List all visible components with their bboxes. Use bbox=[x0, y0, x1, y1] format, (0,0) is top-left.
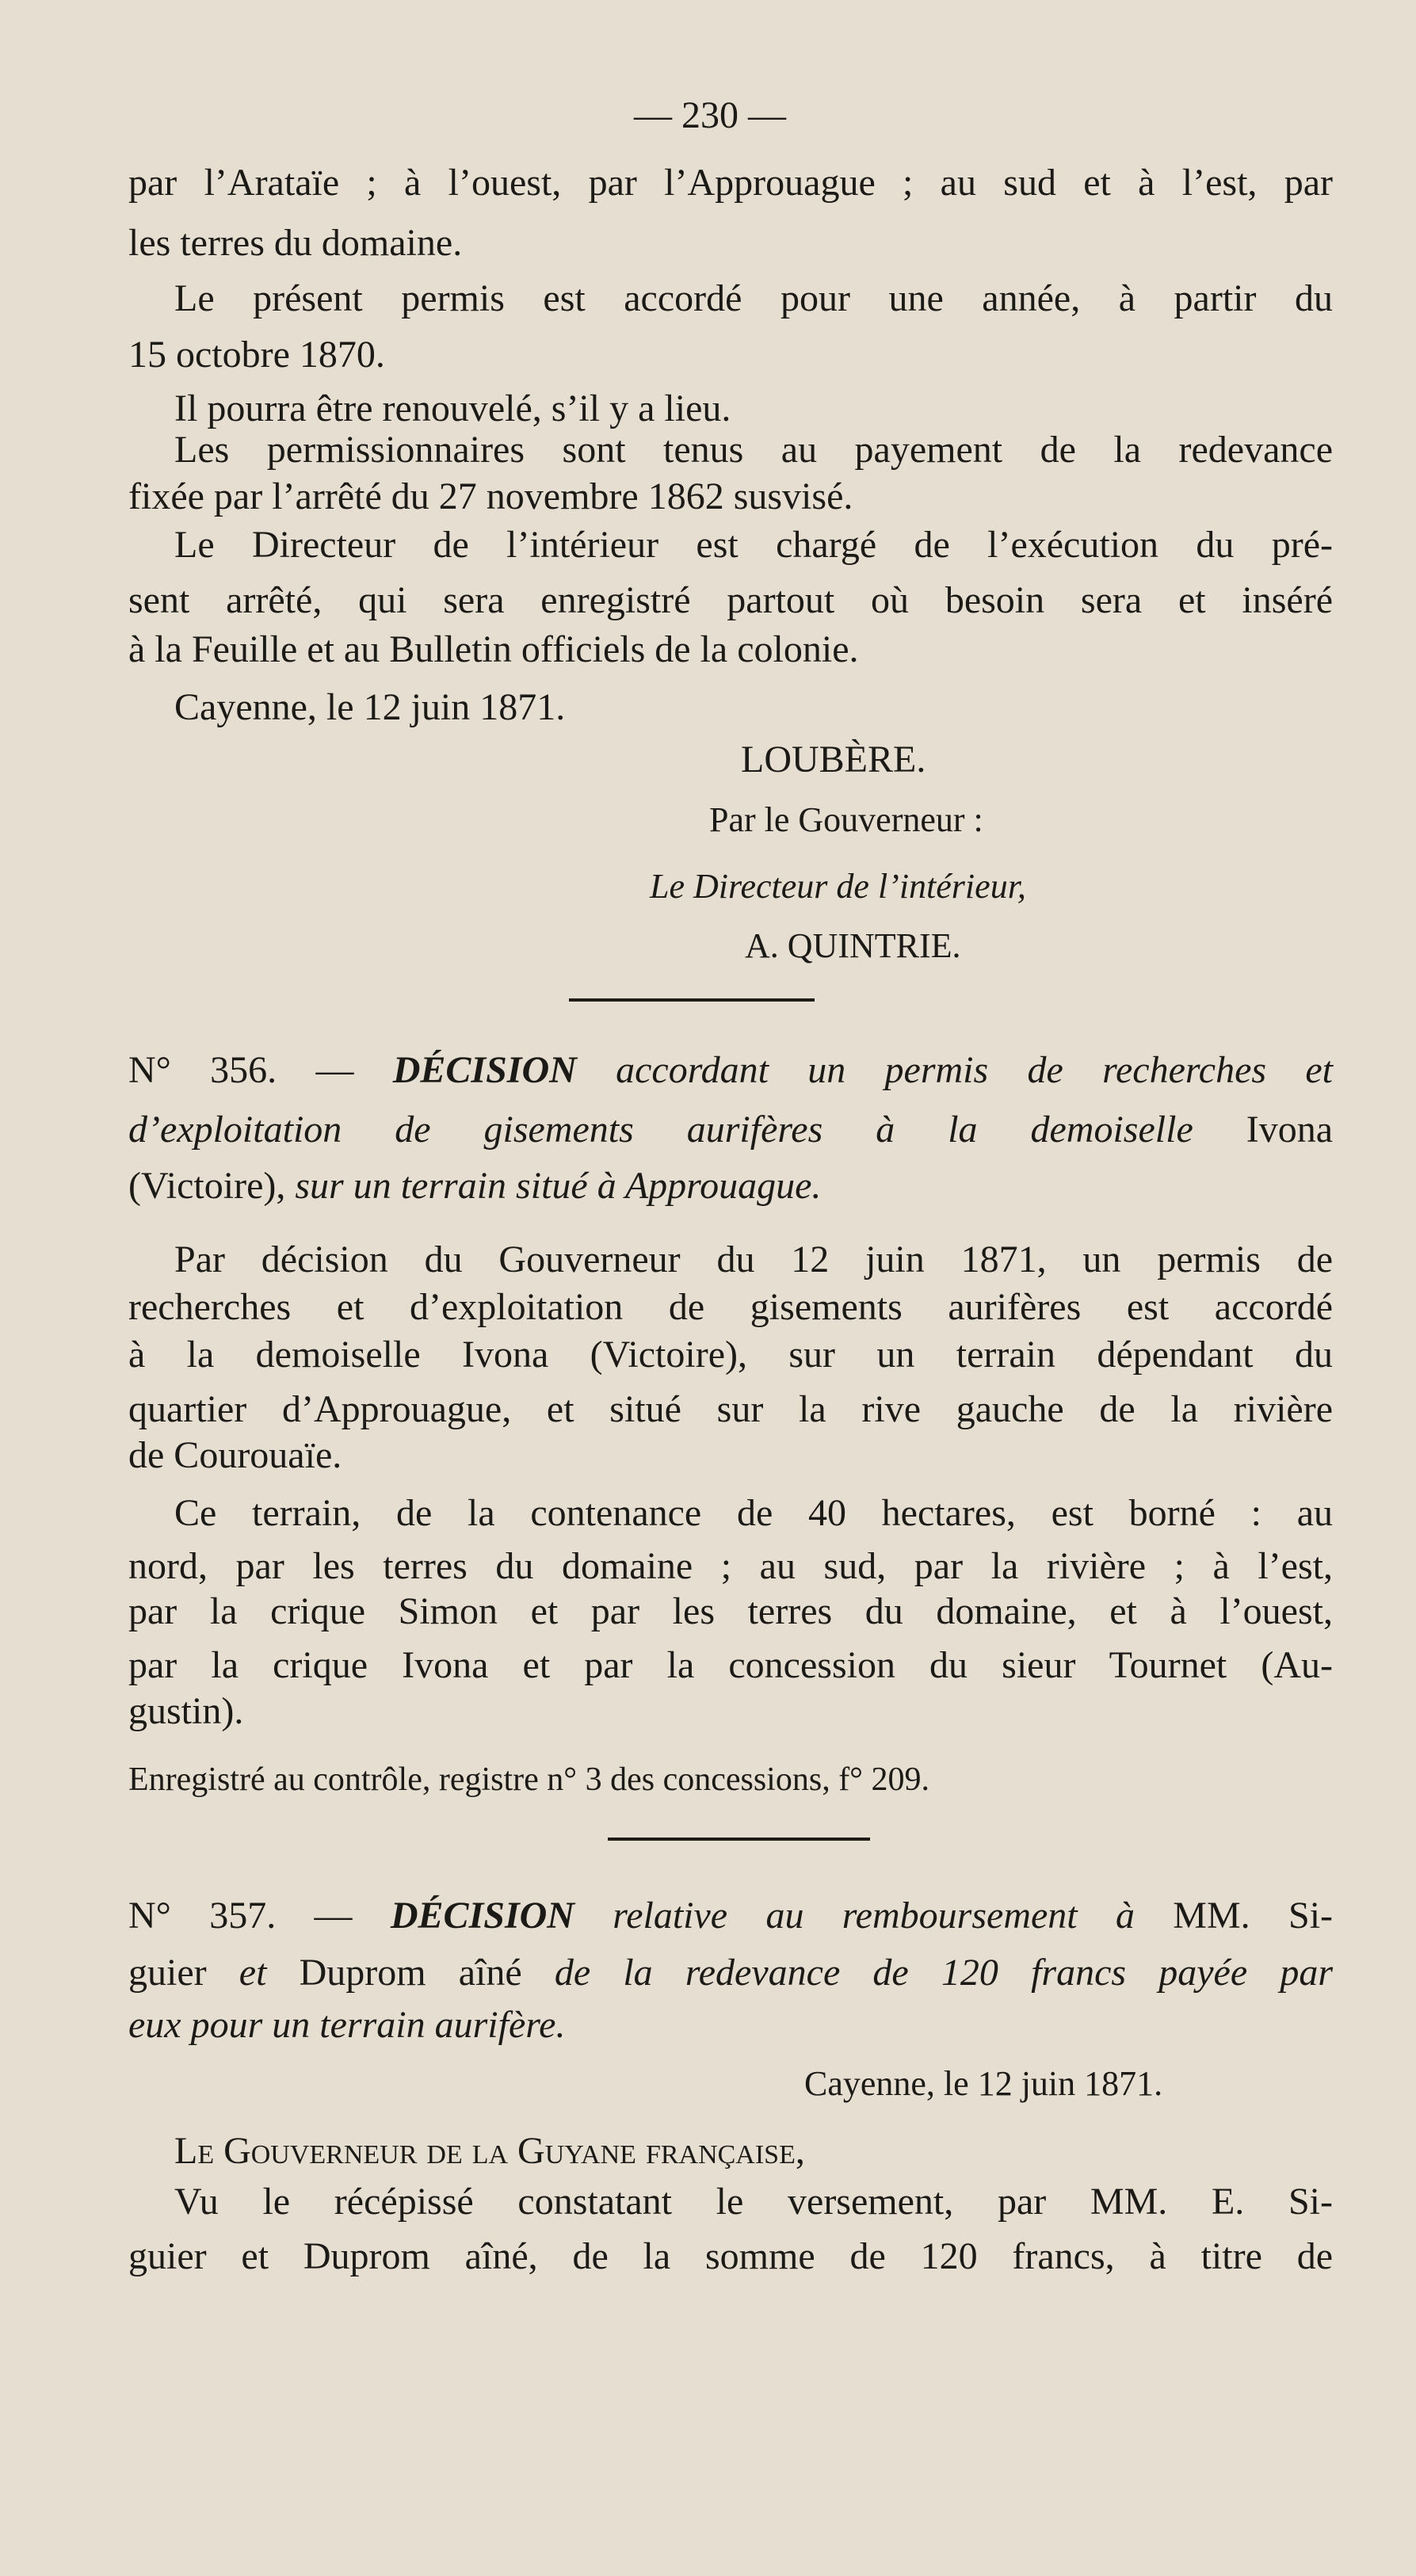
text-line: Le présent permis est accordé pour une année, à partir du bbox=[174, 277, 1333, 319]
signature-name: LOUBÈRE. bbox=[741, 738, 926, 780]
text-line: les terres du domaine. bbox=[128, 222, 463, 264]
text-line: quartier d’Approuague, et situé sur la rive gauche de la rivière bbox=[128, 1388, 1333, 1430]
text-line: à la Feuille et au Bulletin officiels de la colonie. bbox=[128, 628, 859, 670]
page-number: — 230 — bbox=[634, 94, 786, 136]
text-line: recherches et d’exploitation de gisements aurifères est accordé bbox=[128, 1286, 1333, 1328]
directeur-title: Le Directeur de l’intérieur, bbox=[650, 867, 1026, 906]
decision-word: DÉCISION bbox=[390, 1895, 574, 1937]
decision-title: (Victoire), bbox=[128, 1165, 296, 1207]
text-line: par l’Arataïe ; à l’ouest, par l’Approuague ; au sud et à l’est, par bbox=[128, 162, 1333, 204]
text-line: par la crique Simon et par les terres du domaine, et à l’ouest, bbox=[128, 1590, 1333, 1632]
registration-note: Enregistré au contrôle, registre n° 3 des concessions, f° 209. bbox=[128, 1761, 929, 1798]
directeur-name: A. QUINTRIE. bbox=[745, 926, 961, 965]
date-line: Cayenne, le 12 juin 1871. bbox=[804, 2064, 1163, 2103]
text-line: fixée par l’arrêté du 27 novembre 1862 susvisé. bbox=[128, 475, 853, 517]
decision-title: et bbox=[239, 1952, 267, 1994]
decision-title: relative au remboursement à bbox=[574, 1895, 1174, 1937]
decision-number: N° 357. — bbox=[128, 1895, 391, 1937]
text-line: gustin). bbox=[128, 1690, 244, 1732]
decision-title: Ivona bbox=[1246, 1109, 1333, 1151]
decision-heading: eux pour un terrain aurifère. bbox=[128, 2004, 566, 2046]
text-line: Il pourra être renouvelé, s’il y a lieu. bbox=[174, 387, 731, 429]
decision-heading bbox=[128, 1048, 1333, 1093]
section-rule bbox=[608, 1838, 870, 1841]
text-line: Ce terrain, de la contenance de 40 hectares, est borné : au bbox=[174, 1492, 1333, 1534]
decision-title: guier bbox=[128, 1952, 239, 1994]
decision-title: Duprom aîné bbox=[266, 1952, 555, 1994]
text-line: 15 octobre 1870. bbox=[128, 334, 385, 376]
gouverneur-line: Le Gouverneur de la Guyane française, bbox=[174, 2130, 805, 2172]
text-line: de Courouaïe. bbox=[128, 1434, 342, 1476]
date-line: Cayenne, le 12 juin 1871. bbox=[174, 686, 566, 728]
decision-heading bbox=[128, 1108, 1333, 1152]
decision-number: N° 356. — bbox=[128, 1049, 393, 1091]
decision-title: d’exploitation de gisements aurifères à la demoiselle bbox=[128, 1109, 1246, 1151]
text-line: sent arrêté, qui sera enregistré partout où besoin sera et inséré bbox=[128, 579, 1333, 621]
decision-heading bbox=[128, 1951, 1333, 1995]
text-line: Le Directeur de l’intérieur est chargé de l’exécution du pré- bbox=[174, 524, 1333, 566]
decision-title: de la redevance de 120 francs payée par bbox=[554, 1952, 1333, 1994]
text-line: nord, par les terres du domaine ; au sud, par la rivière ; à l’est, bbox=[128, 1545, 1333, 1587]
decision-title: MM. Si- bbox=[1173, 1895, 1334, 1937]
text-line: Par décision du Gouverneur du 12 juin 1871, un permis de bbox=[174, 1238, 1333, 1280]
decision-word: DÉCISION bbox=[392, 1049, 577, 1091]
decision-heading bbox=[128, 1894, 1333, 1938]
text-line: par la crique Ivona et par la concession du sieur Tournet (Au- bbox=[128, 1644, 1333, 1686]
decision-title: accordant un permis de recherches et bbox=[576, 1049, 1334, 1091]
section-rule bbox=[569, 998, 815, 1002]
par-le-gouverneur: Par le Gouverneur : bbox=[709, 800, 983, 839]
text-line: Les permissionnaires sont tenus au payement de la redevance bbox=[174, 429, 1333, 471]
text-line: à la demoiselle Ivona (Victoire), sur un terrain dépendant du bbox=[128, 1334, 1333, 1376]
decision-title: sur un terrain situé à Approuague. bbox=[295, 1165, 822, 1207]
decision-heading bbox=[128, 1164, 821, 1208]
text-line: Vu le récépissé constatant le versement, par MM. E. Si- bbox=[174, 2181, 1333, 2223]
text-line: guier et Duprom aîné, de la somme de 120 francs, à titre de bbox=[128, 2235, 1333, 2277]
